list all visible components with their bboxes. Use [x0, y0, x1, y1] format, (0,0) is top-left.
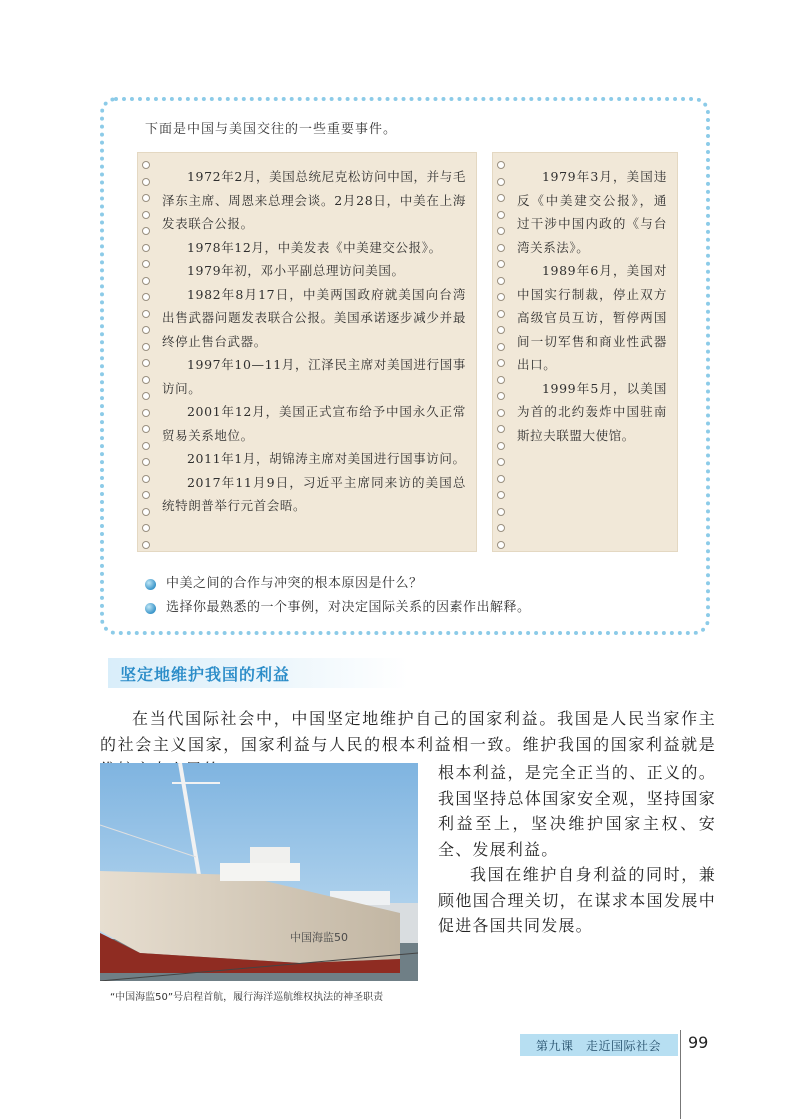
- ring-icon: [497, 376, 505, 384]
- ship-photo: [100, 763, 418, 981]
- ring-icon: [142, 392, 150, 400]
- ring-icon: [497, 392, 505, 400]
- ring-icon: [497, 310, 505, 318]
- lesson-label: [520, 1034, 678, 1056]
- ring-icon: [142, 211, 150, 219]
- footer-divider: [680, 1030, 681, 1119]
- ring-icon: [497, 442, 505, 450]
- ring-icon: [142, 293, 150, 301]
- event-item: 2001年12月，美国正式宣布给予中国永久正常贸易关系地位。: [162, 404, 466, 443]
- section-heading: [108, 658, 408, 688]
- event-item: 1982年8月17日，中美两国政府就美国向台湾出售武器问题发表联合公报。美国承诺逐步减少并最终停止售台武器。: [162, 286, 466, 349]
- event-item: 2011年1月，胡锦涛主席对美国进行国事访问。: [187, 451, 466, 466]
- binder-rings: [142, 161, 154, 557]
- hull-name: 中国海监50: [290, 931, 348, 944]
- ring-icon: [142, 541, 150, 549]
- ring-icon: [497, 491, 505, 499]
- event-item: 1997年10—11月，江泽民主席对美国进行国事访问。: [162, 357, 466, 396]
- ring-icon: [142, 425, 150, 433]
- ring-icon: [142, 524, 150, 532]
- ring-icon: [142, 359, 150, 367]
- ring-icon: [142, 409, 150, 417]
- event-item: 1972年2月，美国总统尼克松访问中国，并与毛泽东主席、周恩来总理会谈。2月28日，中美在上海发表联合公报。: [162, 169, 466, 231]
- note-card-right: [492, 152, 678, 552]
- ring-icon: [497, 409, 505, 417]
- question-item: [145, 596, 531, 620]
- event-item: 1979年3月，美国违反《中美建交公报》，通过干涉中国内政的《与台湾关系法》。: [517, 169, 667, 255]
- question-item: [145, 572, 531, 596]
- section-title: 坚定地维护我国的利益: [120, 665, 291, 684]
- paragraph-wrap: [438, 760, 716, 939]
- ring-icon: [497, 194, 505, 202]
- left-events-list: [162, 165, 466, 518]
- ring-icon: [497, 277, 505, 285]
- ring-icon: [497, 359, 505, 367]
- ring-icon: [142, 376, 150, 384]
- activity-intro: 下面是中国与美国交往的一些重要事件。: [145, 122, 398, 137]
- ring-icon: [142, 194, 150, 202]
- ring-icon: [142, 178, 150, 186]
- right-events-list: [517, 165, 667, 447]
- ring-icon: [497, 524, 505, 532]
- question-text: 中美之间的合作与冲突的根本原因是什么？: [166, 576, 423, 591]
- ring-icon: [142, 244, 150, 252]
- event-item: 1979年初，邓小平副总理访问美国。: [187, 263, 405, 278]
- bullet-icon: [145, 603, 156, 614]
- event-item: 1999年5月，以美国为首的北约轰炸中国驻南斯拉夫联盟大使馆。: [517, 380, 667, 443]
- page-number: 99: [688, 1033, 709, 1052]
- ring-icon: [497, 458, 505, 466]
- ring-icon: [497, 425, 505, 433]
- ring-icon: [497, 326, 505, 334]
- event-item: 1989年6月，美国对中国实行制裁，停止双方高级官员互访，暂停两国间一切军售和商业性武器出口。: [517, 263, 667, 372]
- ring-icon: [142, 326, 150, 334]
- ring-icon: [497, 211, 505, 219]
- ring-icon: [497, 293, 505, 301]
- event-item: 2017年11月9日，习近平主席同来访的美国总统特朗普举行元首会晤。: [162, 474, 466, 513]
- discussion-questions: [145, 572, 531, 620]
- paragraph-text: 在当代国际社会中，中国坚定地维护自己的国家利益。我国是人民当家作主的社会主义国家，国家利益与人民的根本利益相一致。维护我国的国家利益就是: [100, 709, 716, 754]
- ring-icon: [142, 475, 150, 483]
- ring-icon: [497, 227, 505, 235]
- ring-icon: [142, 227, 150, 235]
- note-card-left: [137, 152, 477, 552]
- ring-icon: [142, 458, 150, 466]
- ring-icon: [497, 541, 505, 549]
- ring-icon: [142, 442, 150, 450]
- lesson-title: 第九课 走近国际社会: [536, 1039, 662, 1053]
- ring-icon: [497, 178, 505, 186]
- ring-icon: [142, 508, 150, 516]
- paragraph-text: 根本利益，是完全正当的、正义的。我国坚持总体国家安全观，坚持国家利益至上，坚决维护国家主权、安全、发展利益。: [438, 763, 716, 859]
- ring-icon: [497, 161, 505, 169]
- ring-icon: [142, 343, 150, 351]
- ring-icon: [497, 475, 505, 483]
- ring-icon: [497, 260, 505, 268]
- bullet-icon: [145, 579, 156, 590]
- ring-icon: [142, 277, 150, 285]
- ring-icon: [497, 244, 505, 252]
- ring-icon: [497, 508, 505, 516]
- photo-caption: “中国海监50”号启程首航，履行海洋巡航维权执法的神圣职责: [110, 992, 384, 1003]
- ring-icon: [142, 161, 150, 169]
- binder-rings: [497, 161, 509, 557]
- question-text: 选择你最熟悉的一个事例，对决定国际关系的因素作出解释。: [166, 600, 531, 615]
- paragraph-text: 我国在维护自身利益的同时，兼顾他国合理关切，在谋求本国发展中促进各国共同发展。: [438, 865, 716, 935]
- ship-illustration: [100, 763, 418, 981]
- ring-icon: [142, 310, 150, 318]
- ring-icon: [142, 491, 150, 499]
- event-item: 1978年12月，中美发表《中美建交公报》。: [187, 239, 442, 255]
- ring-icon: [142, 260, 150, 268]
- ring-icon: [497, 343, 505, 351]
